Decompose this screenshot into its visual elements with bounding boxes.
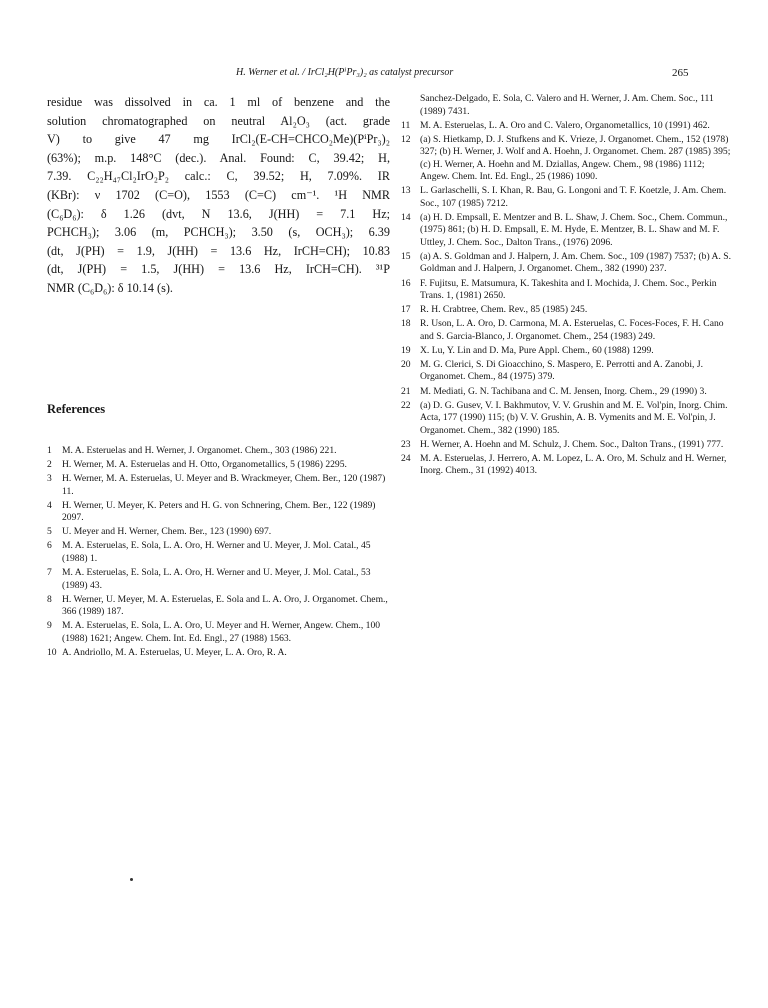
reference-text: U. Meyer and H. Werner, Chem. Ber., 123 (1990) 697. [62,526,272,538]
reference-text: M. A. Esteruelas, E. Sola, L. A. Oro, U. Meyer and H. Werner, Angew. Chem., 100 (1988) 1621; Angew. Chem. Int. Ed. Engl., 27 (1988) 1563. [62,620,381,644]
references-list-right [401,93,731,478]
reference-item [401,359,731,384]
reference-item [401,251,731,276]
experimental-paragraph [47,93,390,298]
reference-number: 19 [401,344,411,356]
reference-number: 20 [401,358,411,370]
reference-number: 8 [47,593,52,605]
reference-item [47,647,390,660]
reference-item [47,459,390,472]
reference-text: F. Fujitsu, E. Matsumura, K. Takeshita and I. Mochida, J. Chem. Soc., Perkin Trans. 1, (1981) 2650. [420,277,717,302]
reference-text: L. Garlaschelli, S. I. Khan, R. Bau, G. Longoni and T. F. Koetzle, J. Am. Chem. Soc., 107 (1985) 7212. [420,185,727,209]
reference-number: 4 [47,499,52,511]
stray-dot [130,878,133,881]
reference-text: R. Uson, L. A. Oro, D. Carmona, M. A. Esteruelas, C. Foces-Foces, F. H. Cano and S. Garcia-Blanco, J. Organomet. Chem., 254 (1983) 249. [420,318,724,342]
reference-number: 23 [401,438,411,450]
reference-text: H. Werner, U. Meyer, K. Peters and H. G. von Schnering, Chem. Ber., 122 (1989) 2097. [62,499,376,524]
reference-number: 22 [401,399,411,411]
body-line: 7.39. C₂₂H₄₇Cl₂IrO₂P₂ calc.: C, 39.52; H, 7.09%. IR [47,169,390,184]
body-line: (63%); m.p. 148°C (dec.). Anal. Found: C, 39.42; H, [47,150,390,165]
reference-number: 15 [401,250,411,262]
reference-text: M. A. Esteruelas, E. Sola, L. A. Oro, H. Werner and U. Meyer, J. Mol. Catal., 45 (1988) 1. [62,540,371,564]
reference-text: X. Lu, Y. Lin and D. Ma, Pure Appl. Chem., 60 (1988) 1299. [420,344,654,356]
body-line: PCHCH₃); 3.06 (m, PCHCH₃); 3.50 (s, OCH₃); 6.39 [47,225,390,240]
running-head-title: H. Werner et al. / IrCl₂H(PⁱPr₃)₂ as catalyst precursor [236,67,454,78]
reference-item [47,445,390,458]
reference-number: 11 [401,119,411,131]
reference-item [47,500,390,525]
reference-number: 12 [401,133,411,145]
reference-text: A. Andriollo, M. A. Esteruelas, U. Meyer, L. A. Oro, R. A. [62,646,287,658]
reference-item [47,594,390,619]
reference-item [401,386,731,399]
reference-text: M. Mediati, G. N. Tachibana and C. M. Jensen, Inorg. Chem., 29 (1990) 3. [420,385,707,397]
reference-item [401,304,731,317]
reference-text: (a) S. Hietkamp, D. J. Stufkens and K. Vrieze, J. Organomet. Chem., 152 (1978) 327; (b) H. Werner, J. Wolf and A. Hoehn, J. Organomet. Chem. 287 (1985) 395; (c) H. Werner, A. Hoehn and M. Dziallas, Angew. Chem., 98 (1986) 1112; Angew. Chem. Int. Ed. Engl., 25 (1986) 1090. [420,133,731,183]
body-line: V) to give 47 mg IrCl₂(E-CH=CHCO₂Me)(PⁱPr₃)₂ [47,132,390,147]
reference-number: 9 [47,620,52,632]
reference-item [401,345,731,358]
reference-item [47,473,390,498]
reference-text: H. Werner, A. Hoehn and M. Schulz, J. Chem. Soc., Dalton Trans., (1991) 777. [420,438,724,450]
body-line: NMR (C₆D₆): δ 10.14 (s). [47,280,173,295]
right-column [401,93,731,479]
reference-item [47,526,390,539]
reference-item [401,93,731,118]
reference-number: 5 [47,526,52,538]
reference-text: (a) H. D. Empsall, E. Mentzer and B. L. Shaw, J. Chem. Soc., Chem. Commun., (1975) 861; (b) H. D. Empsall, E. M. Hyde, E. Mentzer, B. L. Shaw and M. F. Uttley, J. Chem. Soc., Dalton Trans., (1976) 2096. [420,211,728,248]
reference-text: R. H. Crabtree, Chem. Rev., 85 (1985) 245. [420,304,588,316]
reference-item [401,400,731,438]
reference-number: 21 [401,385,411,397]
body-line: residue was dissolved in ca. 1 ml of benzene and the [47,95,390,109]
reference-number: 13 [401,185,411,197]
body-line: (dt, J(PH) = 1.5, J(HH) = 13.6 Hz, IrCH=CH). ³¹P [47,262,390,277]
reference-number: 10 [47,646,57,658]
reference-number: 14 [401,211,411,223]
reference-text: M. A. Esteruelas and H. Werner, J. Organomet. Chem., 303 (1986) 221. [62,445,337,456]
page-number: 265 [672,67,689,79]
reference-text: Sanchez-Delgado, E. Sola, C. Valero and H. Werner, J. Am. Chem. Soc., 111 (1989) 7431. [420,93,714,117]
body-line: solution chromatographed on neutral Al₂O₃ (act. grade [47,113,390,128]
reference-item [47,567,390,592]
body-line: (KBr): ν 1702 (C=O), 1553 (C=C) cm⁻¹. ¹H NMR [47,187,390,202]
reference-text: M. A. Esteruelas, L. A. Oro and C. Valero, Organometallics, 10 (1991) 462. [420,119,710,131]
reference-text: M. A. Esteruelas, E. Sola, L. A. Oro, H. Werner and U. Meyer, J. Mol. Catal., 53 (1989) 43. [62,567,371,591]
reference-item [401,134,731,184]
reference-item [47,540,390,565]
reference-number: 2 [47,459,52,471]
reference-item [401,453,731,478]
left-column [47,93,390,658]
reference-number: 17 [401,304,411,316]
reference-item [401,120,731,133]
reference-item [401,212,731,250]
reference-number: 16 [401,277,411,289]
reference-item [401,185,731,210]
body-line: (dt, J(PH) = 1.9, J(HH) = 13.6 Hz, IrCH=CH); 10.83 [47,243,390,258]
reference-item [401,439,731,452]
references-list-left [47,445,390,661]
body-line: (C₆D₆): δ 1.26 (dvt, N 13.6, J(HH) = 7.1 Hz; [47,206,390,221]
reference-item [401,318,731,343]
reference-item [401,278,731,303]
reference-text: M. A. Esteruelas, J. Herrero, A. M. Lopez, L. A. Oro, M. Schulz and H. Werner, Inorg. Chem., 31 (1992) 4013. [420,452,727,477]
reference-item [47,620,390,645]
reference-text: H. Werner, M. A. Esteruelas, U. Meyer and B. Wrackmeyer, Chem. Ber., 120 (1987) 11. [62,473,386,497]
reference-number: 24 [401,452,411,464]
reference-text: H. Werner, U. Meyer, M. A. Esteruelas, E. Sola and L. A. Oro, J. Organomet. Chem., 366 (1989) 187. [62,593,388,618]
reference-text: (a) A. S. Goldman and J. Halpern, J. Am. Chem. Soc., 109 (1987) 7537; (b) A. S. Goldman and J. Halpern, J. Organomet. Chem., 382 (1990) 237. [420,250,731,275]
reference-text: M. G. Clerici, S. Di Gioacchino, S. Maspero, E. Perrotti and A. Zanobi, J. Organomet. Chem., 84 (1975) 379. [420,358,703,383]
reference-number: 1 [47,445,52,456]
reference-text: (a) D. G. Gusev, V. I. Bakhmutov, V. V. Grushin and M. E. Vol'pin, Inorg. Chim. Acta, 177 (1990) 115; (b) V. V. Grushin, A. B. Vymenits and M. E. Vol'pin, J. Organomet. Chem., 382 (1990) 185. [420,399,728,436]
running-head [0,66,768,80]
references-heading: References [47,402,106,416]
reference-number: 18 [401,318,411,330]
reference-number: 6 [47,540,52,552]
reference-number: 7 [47,567,52,579]
reference-number: 3 [47,473,52,485]
reference-text: H. Werner, M. A. Esteruelas and H. Otto, Organometallics, 5 (1986) 2295. [62,459,347,471]
